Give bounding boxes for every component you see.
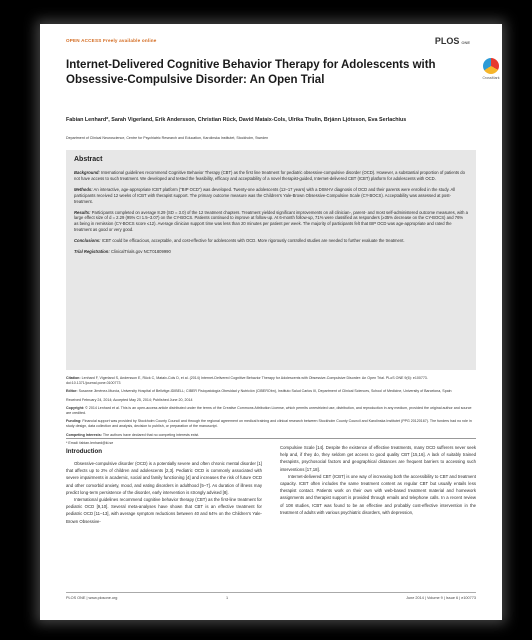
- abstract-background: [74, 170, 468, 182]
- funding-text: Financial support was provided by Stockholm County Council and through the regional agreement on medical training and clinical research between Stockholm County Council and Karolinska Institutet (PPG 20120167). The funders had no role in study design, data collection and analysis, decision to publish, or preparation of the manuscript.: [66, 419, 472, 429]
- issue-info: June 2014 | Volume 9 | Issue 6 | e100773: [406, 596, 476, 600]
- abstract-results: [74, 210, 468, 234]
- abstract-box: [66, 150, 476, 370]
- copyright: [66, 406, 476, 416]
- abstract-conclusions: [74, 238, 468, 244]
- background-text: International guidelines recommend Cognitive Behavior Therapy (CBT) as the first line treatment for pediatric obsessive-compulsive disorder (OCD). However, a substantial proportion of patients do not have access to such treatment. We developed and tested the feasibility, efficacy and acceptability of a novel therapist-guided, Internet-delivered CBT (ICBT) platform for adolescents with OCD.: [74, 170, 465, 181]
- editor: [66, 389, 476, 394]
- trial-text: ClinicalTrials.gov NCT01809990: [110, 249, 171, 255]
- competing-label: Competing Interests:: [66, 432, 102, 437]
- crossmark-badge: [480, 58, 502, 84]
- paper-title: Internet-Delivered Cognitive Behavior Therapy for Adolescents with Obsessive-Compulsive Disorder: An Open Trial: [66, 59, 436, 86]
- introduction-right-column: [280, 444, 476, 516]
- crossmark-label: CrossMark: [482, 76, 500, 80]
- results-text: Participants completed on average 8.29 (SD = 3.0) of the 12 treatment chapters. Treatment yielded significant improvements on all clinician-, parent- and most self-administered outcome measures, with a large effect size of d = 2.29 (95% CI 1.5–3.07) on the CY-BOCS. Patients continued to improve at follow-up. At 6-month follow-up, 71% were classified as responders (≥35% decrease on the CY-BOCS) and 76% as being in remission (CY-BOCS score ≤12). Average clinician support time was less than 20 minutes per patient per week. The majority of participants felt that BIP OCD was age-appropriate and rated the treatment as good or very good.: [74, 209, 468, 233]
- journal-header: [66, 38, 480, 48]
- journal-url: PLOS ONE | www.plosone.org: [66, 596, 118, 600]
- crossmark-icon: [483, 58, 499, 74]
- introduction-left-column: [66, 460, 262, 525]
- introduction-heading: Introduction: [66, 448, 103, 455]
- received-dates: Received February 24, 2014; Accepted May 25, 2014; Published June 20, 2014: [66, 397, 193, 402]
- background-label: Background:: [74, 170, 100, 175]
- affiliation: Department of Clinical Neuroscience, Centre for Psychiatric Research and Education, Karolinska Institutet, Stockholm, Sweden: [66, 136, 269, 140]
- competing-text: The authors have declared that no competing interests exist.: [102, 432, 200, 437]
- editor-text: Susanne Jiménez-Murcia, University Hospital of Bellvitge-IDIBELL; CIBER Fisiopatología Obesidad y Nutrición (CIBERObn), Instituto Salud Carlos III, Department of Clinical Sciences, School of Medicine, University of Barcelona, Spain: [78, 389, 452, 394]
- funding: [66, 419, 476, 429]
- methods-text: An interactive, age-appropriate ICBT platform ("BIP OCD") was developed. Twenty-one adolescents (12–17 years) with a DSM-IV diagnosis of OCD and their parents were enrolled in the study. All participants received 12 weeks of ICBT with therapist support. The primary outcome measure was the Children's Yale-Brown Obsessive-Compulsive Scale (CY-BOCS). Acceptability was assessed at post-treatment.: [74, 186, 456, 204]
- intro-paragraph: Obsessive-compulsive disorder (OCD) is a potentially severe and often chronic mental disorder [1] that affects up to 2% of children and adolescents [2,3]. Pediatric OCD is commonly associated with severe impairments in academic, social and family functioning [4] and increases the risk of future OCD and other comorbid anxiety, mood, and eating disorders in adulthood [5–7]. As duration of illness may predict long-term persistence of the disorder, early intervention is strongly advised [8].: [66, 461, 262, 495]
- section-divider: [66, 438, 476, 439]
- corresponding-email: * Email: fabian.lenhard@ki.se: [66, 440, 114, 445]
- abstract-heading: Abstract: [74, 156, 103, 163]
- conclusions-label: Conclusions:: [74, 238, 101, 244]
- author-list: Fabian Lenhard*, Sarah Vigerland, Erik Andersson, Christian Rück, David Mataix-Cols, Ulrika Thulin, Brjánn Ljótsson, Eva Serlachius: [66, 117, 407, 123]
- plos-logo-text: PLOS: [434, 36, 460, 46]
- paper-page: [40, 24, 502, 620]
- methods-label: Methods:: [74, 186, 93, 192]
- page-number: 1: [226, 596, 229, 600]
- citation-label: Citation:: [66, 376, 81, 380]
- citation-text: Lenhard F, Vigerland S, Andersson E, Rück C, Mataix-Cols D, et al. (2014) Internet-Delivered Cognitive Behavior Therapy for Adolescents with Obsessive-Compulsive Disorder: An Open Trial. PLoS ONE 9(6): e100773. doi:10.1371/journal.pone.0100773: [66, 376, 428, 386]
- abstract-trial: [74, 249, 468, 255]
- trial-label: Trial Registration:: [74, 249, 110, 255]
- copyright-label: Copyright:: [66, 405, 85, 410]
- editor-label: Editor:: [66, 389, 78, 394]
- conclusions-text: ICBT could be efficacious, acceptable, and cost-effective for adolescents with OCD. More rigorously controlled studies are needed to further evaluate the treatment.: [101, 238, 405, 244]
- copyright-text: © 2014 Lenhard et al. This is an open-access article distributed under the terms of the Creative Commons Attribution License, which permits unrestricted use, distribution, and reproduction in any medium, provided the original author and source are credited.: [66, 405, 472, 416]
- plos-logo-sub: ONE: [461, 40, 470, 45]
- page-footer: [66, 596, 476, 604]
- abstract-body: [74, 170, 468, 260]
- results-label: Results:: [74, 209, 91, 215]
- citation: [66, 376, 476, 386]
- funding-label: Funding:: [66, 419, 82, 424]
- intro-paragraph: Compulsive Scale [14]. Despite the existence of effective treatments, many OCD sufferers never seek help and, if they do, they seldom get access to good quality CBT [15,16]. A lack of suitably trained therapists, psychosocial factors and geographical distances are frequent barriers to accessing such interventions [17,18].: [280, 445, 476, 472]
- plos-logo: [435, 36, 470, 46]
- abstract-methods: [74, 187, 468, 205]
- intro-paragraph: International guidelines recommend cognitive behavior therapy (CBT) as the first-line treatment for pediatric OCD [9,10]. Several meta-analyses have shown that CBT is an effective treatment for pediatric OCD [11–13], with average symptom reductions between 40 and 64% on the Children's Yale-Brown Obsessive-: [66, 497, 262, 524]
- footer-divider: [66, 592, 476, 593]
- intro-paragraph: Internet-delivered CBT (ICBT) is one way of increasing both the accessibility to CBT and treatment capacity. ICBT often includes the same treatment content as regular CBT but usually entails less therapist contact. Patients work on their own with web-based treatment material and homework assignments and therapist support is provided through emails and telephone calls. In a recent review of 108 studies, ICBT was found to be an effective and probably cost-effective intervention in the treatment of adults with various psychiatric disorders, with depression,: [280, 473, 476, 515]
- open-access-label: OPEN ACCESS Freely available online: [66, 38, 157, 43]
